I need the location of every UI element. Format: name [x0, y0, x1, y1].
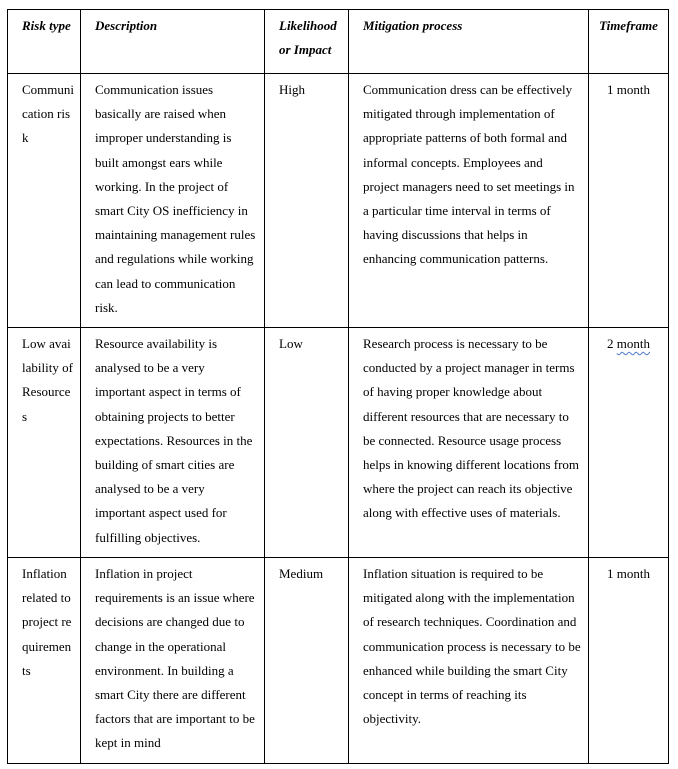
- cell-description: Communication issues basically are raised when improper understanding is built amongst ears while working. In the project of smart City OS inefficiency in maintaining management rules and regulations while working can lead to communication risk.: [81, 74, 265, 328]
- header-likelihood: Likelihood or Impact: [265, 10, 349, 74]
- timeframe-unit: month: [616, 82, 650, 97]
- cell-risk-type: Inflation related to project requirements: [8, 558, 81, 764]
- cell-description: Inflation in project requirements is an issue where decisions are changed due to change in the operational environment. In building a smart City there are different factors that are important to be kept in mind: [81, 558, 265, 764]
- table-header-row: [8, 10, 669, 74]
- cell-likelihood: Low: [265, 328, 349, 558]
- table-row: [8, 328, 669, 558]
- table-row: [8, 558, 669, 764]
- cell-description: Resource availability is analysed to be a very important aspect in terms of obtaining projects to better expectations. Resources in the building of smart cities are analysed to be a very important aspect used for fulfilling objectives.: [81, 328, 265, 558]
- cell-risk-type: Low availability of Resources: [8, 328, 81, 558]
- header-timeframe: Timeframe: [589, 10, 669, 74]
- cell-mitigation: Communication dress can be effectively mitigated through implementation of appropriate patterns of both formal and informal concepts. Employees and project managers need to set meetings in a particular time interval in terms of having discussions that helps in enhancing communication patterns.: [349, 74, 589, 328]
- cell-mitigation: Inflation situation is required to be mitigated along with the implementation of research techniques. Coordination and communication process is necessary to be enhanced while building the smart City concept in terms of reaching its objectivity.: [349, 558, 589, 764]
- cell-timeframe: [589, 558, 669, 764]
- timeframe-number: 2: [607, 336, 614, 351]
- risk-table: [7, 9, 669, 764]
- timeframe-unit: month: [616, 566, 650, 581]
- table-row: [8, 74, 669, 328]
- cell-risk-type: Communication risk: [8, 74, 81, 328]
- header-risk-type: Risk type: [8, 10, 81, 74]
- cell-timeframe: [589, 74, 669, 328]
- cell-likelihood: High: [265, 74, 349, 328]
- timeframe-number: 1: [607, 566, 614, 581]
- cell-timeframe: [589, 328, 669, 558]
- timeframe-unit-spellcheck: month: [616, 336, 650, 351]
- cell-likelihood: Medium: [265, 558, 349, 764]
- cell-mitigation: Research process is necessary to be conducted by a project manager in terms of having proper knowledge about different resources that are necessary to be connected. Resource usage process helps in knowing different locations from where the project can reach its objective along with effective uses of materials.: [349, 328, 589, 558]
- header-description: Description: [81, 10, 265, 74]
- timeframe-number: 1: [607, 82, 614, 97]
- header-mitigation: Mitigation process: [349, 10, 589, 74]
